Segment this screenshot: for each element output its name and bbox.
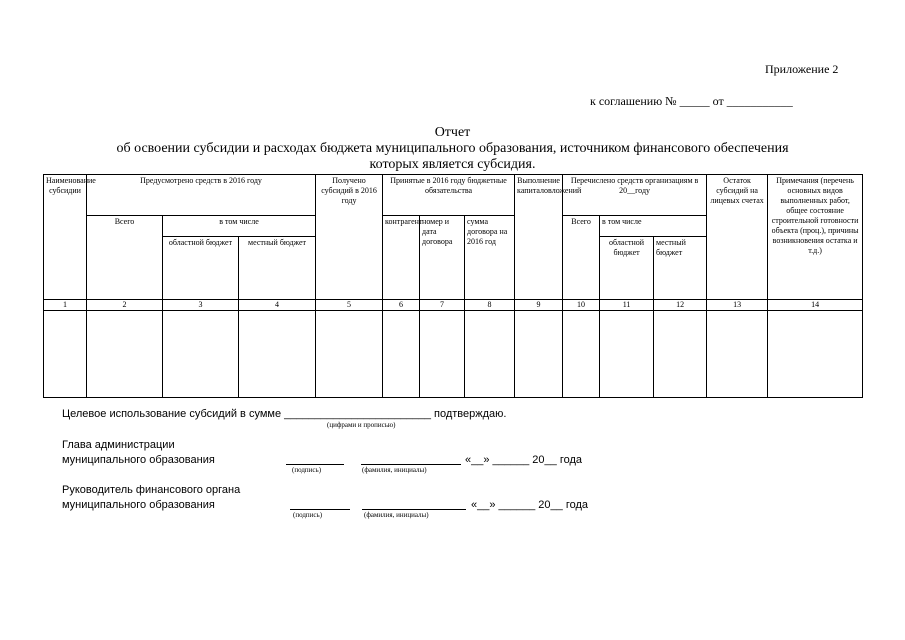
- target-use-hint: (цифрами и прописью): [327, 421, 396, 429]
- column-number: 11: [600, 300, 654, 311]
- column-number: 1: [44, 300, 87, 311]
- data-cell[interactable]: [239, 311, 316, 398]
- column-number: 8: [465, 300, 515, 311]
- column-number: 2: [87, 300, 163, 311]
- data-cell[interactable]: [383, 311, 420, 398]
- header-planned-total: Всего: [87, 216, 163, 300]
- data-row: [44, 311, 863, 398]
- data-cell[interactable]: [420, 311, 465, 398]
- report-subtitle: об освоении субсидии и расходах бюджета муниципального образования, источником финансового обеспечения: [116, 141, 789, 156]
- target-use-statement: Целевое использование субсидий в сумме ________________________ подтверждаю.: [62, 408, 507, 420]
- header-subsidy-name: Наименование субсидии: [44, 175, 87, 300]
- header-transferred-including: в том числе: [600, 216, 707, 237]
- head-admin-date: «__» ______ 20__ года: [465, 454, 582, 466]
- column-number: 3: [163, 300, 239, 311]
- column-number: 5: [316, 300, 383, 311]
- report-title: Отчет: [434, 125, 471, 140]
- report-subtitle-continued: которых является субсидия.: [369, 157, 536, 172]
- data-cell[interactable]: [707, 311, 768, 398]
- header-contract-sum: сумма договора на 2016 год: [465, 216, 515, 300]
- data-cell[interactable]: [87, 311, 163, 398]
- finance-head-name-line[interactable]: [362, 509, 466, 510]
- data-cell[interactable]: [563, 311, 600, 398]
- header-budget-obligations: Принятые в 2016 году бюджетные обязательства: [383, 175, 515, 216]
- data-cell[interactable]: [654, 311, 707, 398]
- head-admin-title-line1: Глава администрации: [62, 439, 175, 451]
- column-number: 6: [383, 300, 420, 311]
- column-number: 9: [515, 300, 563, 311]
- finance-head-signature-line[interactable]: [290, 509, 350, 510]
- finance-head-name-hint: (фамилия, инициалы): [364, 511, 429, 519]
- agreement-reference: к соглашению № _____ от ___________: [590, 94, 793, 108]
- head-admin-signature-hint: (подпись): [292, 466, 322, 474]
- column-number: 4: [239, 300, 316, 311]
- appendix-label: Приложение 2: [765, 62, 839, 76]
- finance-head-title-line1: Руководитель финансового органа: [62, 484, 241, 496]
- head-admin-name-hint: (фамилия, инициалы): [362, 466, 427, 474]
- header-capital-investment: Выполнение капиталовложений: [515, 175, 563, 300]
- finance-head-title-line2: муниципального образования: [62, 499, 215, 511]
- header-received-subsidies: Получено субсидий в 2016 году: [316, 175, 383, 300]
- column-number: 13: [707, 300, 768, 311]
- subsidy-report-table: [43, 174, 863, 398]
- data-cell[interactable]: [515, 311, 563, 398]
- header-planned-including: в том числе: [163, 216, 316, 237]
- header-transferred-funds: Перечислено средств организациям в 20__году: [563, 175, 707, 216]
- column-number: 7: [420, 300, 465, 311]
- finance-head-signature-hint: (подпись): [293, 511, 323, 519]
- header-planned-funds: Предусмотрено средств в 2016 году: [87, 175, 316, 216]
- data-cell[interactable]: [316, 311, 383, 398]
- header-counterparty: контрагент: [383, 216, 420, 300]
- header-planned-local: местный бюджет: [239, 237, 316, 300]
- header-planned-regional: областной бюджет: [163, 237, 239, 300]
- column-number: 10: [563, 300, 600, 311]
- header-transferred-regional: областной бюджет: [600, 237, 654, 300]
- header-transferred-total: Всего: [563, 216, 600, 300]
- header-contract-number-date: номер и дата договора: [420, 216, 465, 300]
- data-cell[interactable]: [44, 311, 87, 398]
- data-cell[interactable]: [768, 311, 863, 398]
- column-number: 14: [768, 300, 863, 311]
- data-cell[interactable]: [465, 311, 515, 398]
- finance-head-date: «__» ______ 20__ года: [471, 499, 588, 511]
- data-cell[interactable]: [600, 311, 654, 398]
- head-admin-title-line2: муниципального образования: [62, 454, 215, 466]
- header-transferred-local: местный бюджет: [654, 237, 707, 300]
- header-notes: Примечания (перечень основных видов выполненных работ, общее состояние строительной готовности объекта (проц.), причины возникновения остатка и т.д.): [768, 175, 863, 300]
- column-number: 12: [654, 300, 707, 311]
- data-cell[interactable]: [163, 311, 239, 398]
- header-remainder: Остаток субсидий на лицевых счетах: [707, 175, 768, 300]
- head-admin-signature-line[interactable]: [286, 464, 344, 465]
- head-admin-name-line[interactable]: [361, 464, 461, 465]
- column-number-row: [44, 300, 863, 311]
